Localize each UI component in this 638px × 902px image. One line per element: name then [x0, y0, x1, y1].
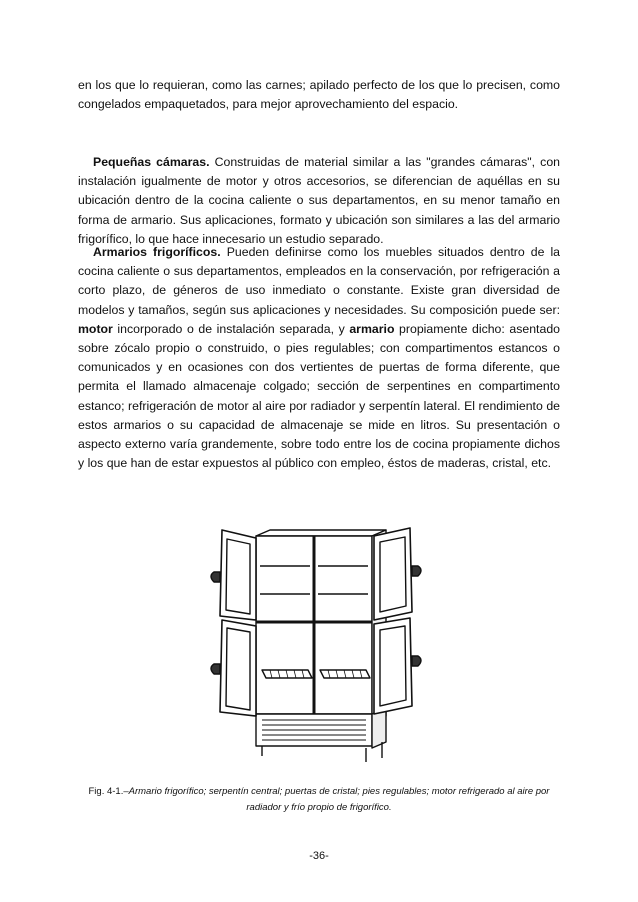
caption-text: Armario frigorífico; serpentín central; puertas de cristal; pies regulables; motor refrigerado al aire por radiador y frío propio de frigorífico. — [128, 786, 550, 813]
paragraph-2-text: Construidas de material similar a las "grandes cámaras", con instalación igualmente de motor y otros accesorios, se diferencian de aquéllas en su ubicación dentro de la cocina caliente o sus departamentos, en su menor tamaño en forma de armario. Sus aplicaciones, formato y ubicación son similares a las del armario frigorífico, lo que hace innecesario un estudio separado. — [78, 155, 560, 246]
paragraph-3-text-a: Pueden definirse como los muebles situados dentro de la cocina caliente o sus departamentos, empleados en la conservación, por refrigeración a corto plazo, de géneros de uso inmediato o constante. Existe gran diversidad de modelos y tamaños, según sus aplicaciones y necesidades. Su composición puede ser: — [78, 245, 561, 317]
paragraph-3-text-b: incorporado o de instalación separada, y — [112, 321, 350, 336]
figure-caption — [78, 784, 560, 816]
paragraph-pequenas-camaras — [78, 153, 560, 249]
term-armario: armario — [349, 321, 395, 336]
term-motor: motor — [78, 321, 113, 336]
caption-label: Fig. 4-1.– — [88, 786, 129, 797]
paragraph-3-text-c: propiamente dicho: asentado sobre zócalo propio o construido, o pies regulables; con compartimentos estancos o comunicados y en ocasiones con dos vertientes de puertas de forma diferente, que permita el llamado almacenaje colgado; sección de serpentines en compartimento estanco; refrigeración de motor al aire por radiador y serpentín lateral. El rendimiento de estos armarios o su capacidad de almacenaje se mide en litros. Su presentación o aspecto externo varía grandemente, sobre todo entre los de cocina propiamente dichos y los que han de estar expuestos al público con empleo, éstos de maderas, cristal, etc. — [78, 321, 560, 471]
section-heading-armarios-frigorificos: Armarios frigoríficos. — [93, 245, 221, 259]
paragraph-1-text: en los que lo requieran, como las carnes; apilado perfecto de los que lo precisen, como congelados empaquetados, para mejor aprovechamiento del espacio. — [78, 78, 560, 112]
paragraph-continuation — [78, 76, 560, 114]
fridge-drawing — [196, 520, 436, 780]
page-number: -36- — [309, 850, 329, 862]
refrigerator-cabinet-illustration — [196, 520, 436, 780]
section-heading-pequenas-camaras: Pequeñas cámaras. — [93, 155, 210, 169]
paragraph-armarios-frigorificos — [78, 243, 560, 473]
